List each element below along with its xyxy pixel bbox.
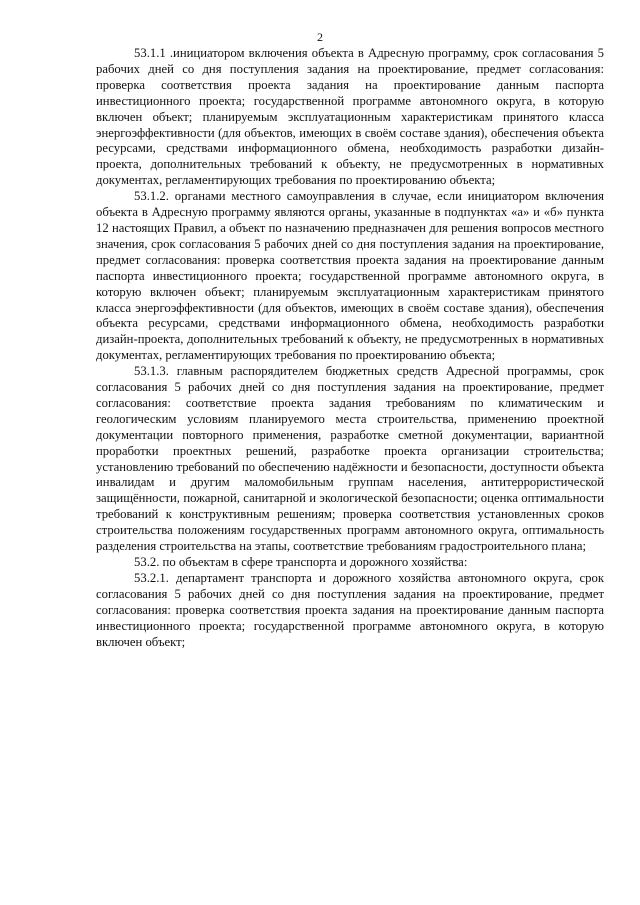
document-body [96, 46, 604, 650]
paragraph-53-2-1: 53.2.1. департамент транспорта и дорожного хозяйства автономного округа, срок согласования 5 рабочих дней со дня поступления задания на проектирование, предмет согласования: проверка соответствия проекта задания на проектирование данным паспорта инвестиционного проекта; государственной программе автономного округа, в которую включен объект; [96, 570, 604, 649]
page-number: 2 [317, 30, 323, 44]
paragraph-53-1-2: 53.1.2. органами местного самоуправления в случае, если инициатором включения объекта в Адресную программу являются органы, указанные в подпунктах «а» и «б» пункта 12 настоящих Правил, а объект по назначению предназначен для решения вопросов местного значения, срок согласования 5 рабочих дней со дня поступления задания на проектирование, предмет согласования: проверка соответствия проекта задания на проектирование данным паспорта инвестиционного проекта; государственной программе автономного округа, в которую включен объект; планируемым эксплуатационным характеристикам принятого класса энергоэффективности (для объектов, имеющих в своём составе здания), обеспечения объекта ресурсами, средствами информационного обмена, необходимость разработки дизайн-проекта, дополнительных требований к объекту, не предусмотренных в нормативных документах, регламентирующих требования по проектированию объекта; [96, 189, 604, 363]
paragraph-53-1-3: 53.1.3. главным распорядителем бюджетных средств Адресной программы, срок согласования 5 рабочих дней со дня поступления задания на проектирование, предмет согласования: соответствие проекта задания требованиям по климатическим и геологическим условиям планируемого места строительства, применению проектной документации повторного применения, разработке сметной документации, вариантной проработки проектных решений, разработке проекта организации строительства; установлению требований по обеспечению надёжности и безопасности, доступности объекта инвалидам и другим маломобильным группам населения, антитеррористической защищённости, пожарной, санитарной и экологической безопасности; оценка оптимальности требований к конструктивным решениям; проверка соответствия установленных сроков строительства положениям государственных программ автономного округа, оптимальность разделения строительства на этапы, соответствие требованиям градостроительного плана; [96, 364, 604, 554]
paragraph-53-2: 53.2. по объектам в сфере транспорта и дорожного хозяйства: [134, 555, 468, 569]
paragraph-53-1-1: 53.1.1 .инициатором включения объекта в Адресную программу, срок согласования 5 рабочих дней со дня поступления задания на проектирование, предмет согласования: проверка соответствия проекта задания на проектирование данным паспорта инвестиционного проекта; государственной программе автономного округа, в которую включен объект; планируемым эксплуатационным характеристикам принятого класса энергоэффективности (для объектов, имеющих в своём составе здания), обеспечения объекта ресурсами, средствами информационного обмена, необходимость разработки дизайн-проекта, дополнительных требований к объекту, не предусмотренных в нормативных документах, регламентирующих требования по проектированию объекта; [96, 46, 604, 188]
